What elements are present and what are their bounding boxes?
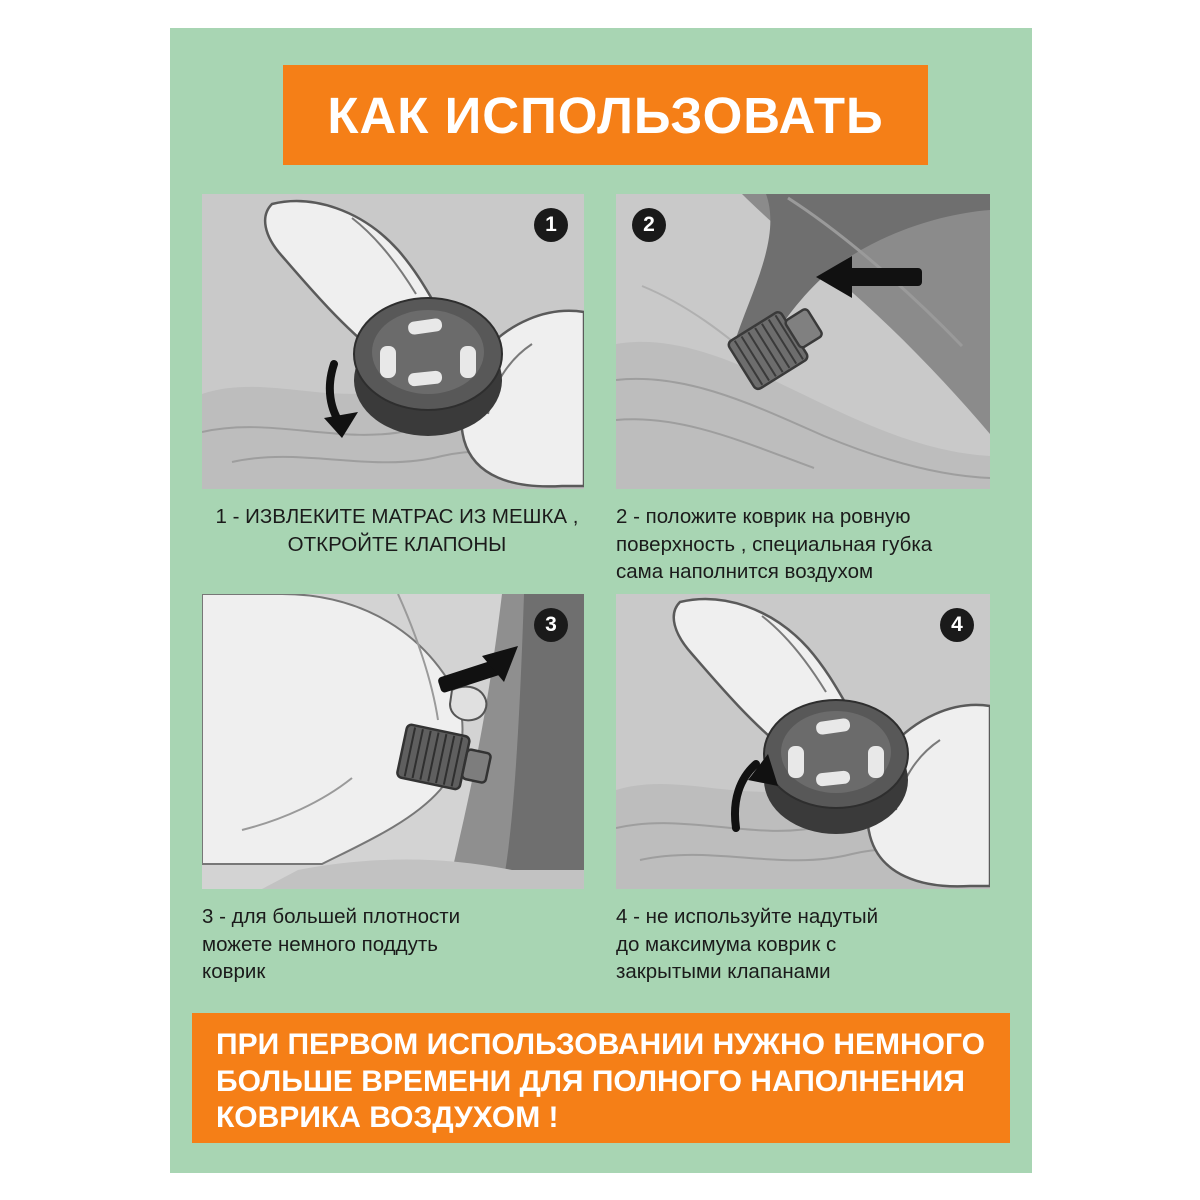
step-2-illustration [616, 194, 990, 489]
step-number-badge: 2 [632, 208, 666, 242]
step-number-badge: 4 [940, 608, 974, 642]
step-4-caption-line-1: 4 - не используйте надутый [616, 905, 879, 928]
step-3-caption-line-1: 3 - для большей плотности [202, 905, 461, 928]
step-1-illustration [202, 194, 584, 489]
footer-banner [192, 1013, 1010, 1143]
step-3-caption-line-3: коврик [202, 960, 266, 984]
step-2-caption-line-1: 2 - положите коврик на ровную [616, 505, 911, 528]
footer-line-1: ПРИ ПЕРВОМ ИСПОЛЬЗОВАНИИ НУЖНО НЕМНОГО [216, 1028, 985, 1061]
step-3-illustration [202, 594, 584, 889]
title-banner [283, 65, 928, 165]
poster-panel [170, 28, 1032, 1173]
step-2-caption [616, 503, 1006, 586]
step-1 [202, 194, 592, 558]
footer-line-2: БОЛЬШЕ ВРЕМЕНИ ДЛЯ ПОЛНОГО НАПОЛНЕНИЯ [216, 1064, 965, 1098]
step-3-caption-line-2: можете немного поддуть [202, 932, 438, 956]
step-3-caption [202, 903, 592, 986]
step-4 [616, 594, 1006, 986]
step-1-caption-line-1: 1 - ИЗВЛЕКИТЕ МАТРАС ИЗ МЕШКА , [215, 505, 579, 528]
page-title: КАК ИСПОЛЬЗОВАТЬ [327, 86, 884, 144]
step-number-badge: 1 [534, 208, 568, 242]
step-2 [616, 194, 1006, 586]
step-2-caption-line-3: сама наполнится воздухом [616, 560, 874, 584]
step-2-caption-line-2: поверхность , специальная губка [616, 532, 933, 556]
step-4-caption-line-2: до максимума коврик с [616, 932, 837, 956]
step-1-caption-line-2: ОТКРОЙТЕ КЛАПОНЫ [287, 532, 507, 556]
step-4-caption [616, 903, 1006, 986]
step-number-badge: 3 [534, 608, 568, 642]
step-1-caption [202, 503, 592, 558]
step-4-illustration [616, 594, 990, 889]
step-4-caption-line-3: закрытыми клапанами [616, 960, 831, 984]
step-3 [202, 594, 592, 986]
footer-line-3: КОВРИКА ВОЗДУХОМ ! [216, 1101, 559, 1135]
